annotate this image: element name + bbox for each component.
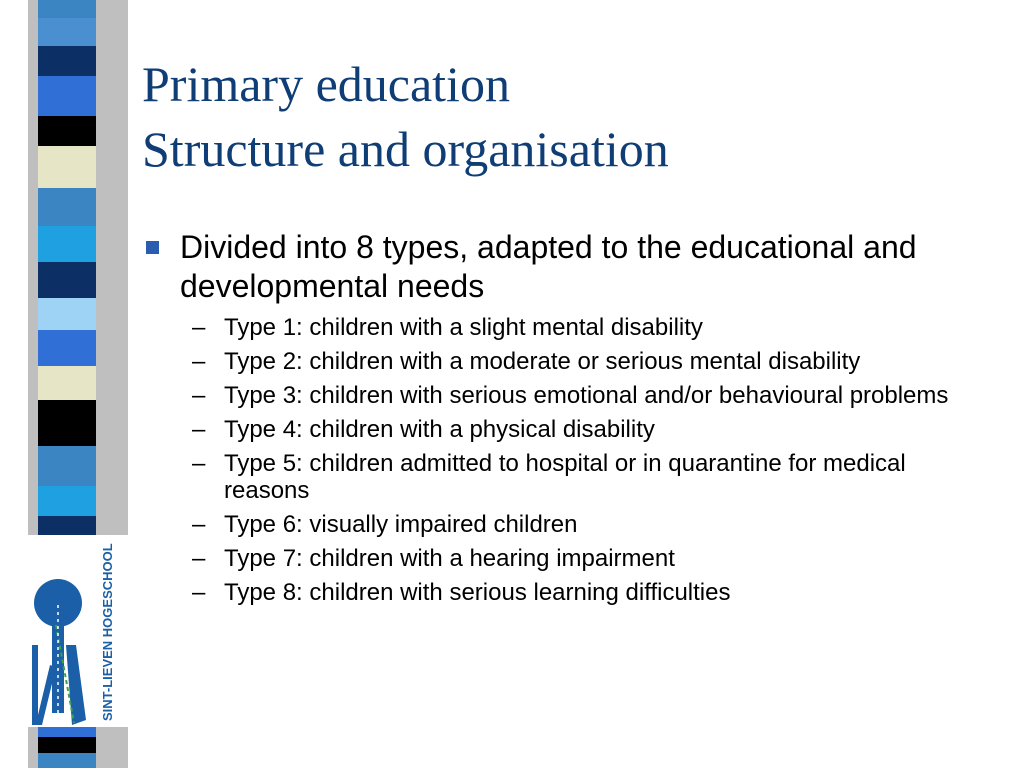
dash-icon: – — [192, 450, 206, 477]
list-item — [180, 545, 966, 572]
list-item — [180, 382, 966, 409]
strip-block — [38, 262, 96, 298]
slide-content — [146, 228, 966, 613]
list-item-text: Type 2: children with a moderate or serious mental disability — [224, 348, 861, 375]
dash-icon: – — [192, 545, 206, 572]
dash-icon: – — [192, 579, 206, 606]
strip-block — [38, 0, 96, 18]
strip-block — [38, 400, 96, 446]
list-item — [180, 450, 966, 504]
strip-block — [38, 226, 96, 262]
square-bullet-icon — [146, 241, 159, 254]
strip-block — [38, 753, 96, 768]
list-item-text: Type 4: children with a physical disability — [224, 416, 655, 443]
strip-block — [38, 330, 96, 366]
strip-block — [38, 18, 96, 46]
strip-block — [38, 188, 96, 226]
list-item-text: Type 5: children admitted to hospital or in quarantine for medical reasons — [224, 450, 906, 504]
logo-text: SINT-LIEVEN HOGESCHOOL — [100, 543, 115, 721]
type-list — [180, 314, 966, 606]
strip-block — [38, 446, 96, 486]
list-item-text: Type 1: children with a slight mental disability — [224, 314, 703, 341]
list-item-text: Type 3: children with serious emotional and/or behavioural problems — [224, 382, 949, 409]
list-item — [180, 348, 966, 375]
strip-block — [38, 116, 96, 146]
strip-block — [38, 46, 96, 76]
dash-icon: – — [192, 382, 206, 409]
strip-block — [38, 146, 96, 188]
dash-icon: – — [192, 314, 206, 341]
strip-block — [38, 76, 96, 116]
strip-block — [38, 516, 96, 536]
sint-lieven-logo — [28, 535, 128, 727]
strip-block — [38, 727, 96, 737]
dash-icon: – — [192, 511, 206, 538]
main-bullet-item — [146, 228, 966, 306]
dash-icon: – — [192, 348, 206, 375]
strip-block — [38, 366, 96, 400]
title-line-1: Primary education — [142, 56, 510, 112]
list-item — [180, 511, 966, 538]
list-item — [180, 314, 966, 341]
list-item — [180, 579, 966, 606]
slide-title — [142, 52, 1002, 182]
logo-graphic — [28, 535, 128, 727]
title-line-2: Structure and organisation — [142, 121, 669, 177]
list-item-text: Type 6: visually impaired children — [224, 511, 578, 538]
dash-icon: – — [192, 416, 206, 443]
list-item-text: Type 7: children with a hearing impairment — [224, 545, 675, 572]
list-item — [180, 416, 966, 443]
strip-block — [38, 298, 96, 330]
main-bullet-text: Divided into 8 types, adapted to the educational and developmental needs — [180, 229, 917, 304]
strip-block — [38, 486, 96, 516]
strip-block — [38, 737, 96, 753]
list-item-text: Type 8: children with serious learning difficulties — [224, 579, 731, 606]
